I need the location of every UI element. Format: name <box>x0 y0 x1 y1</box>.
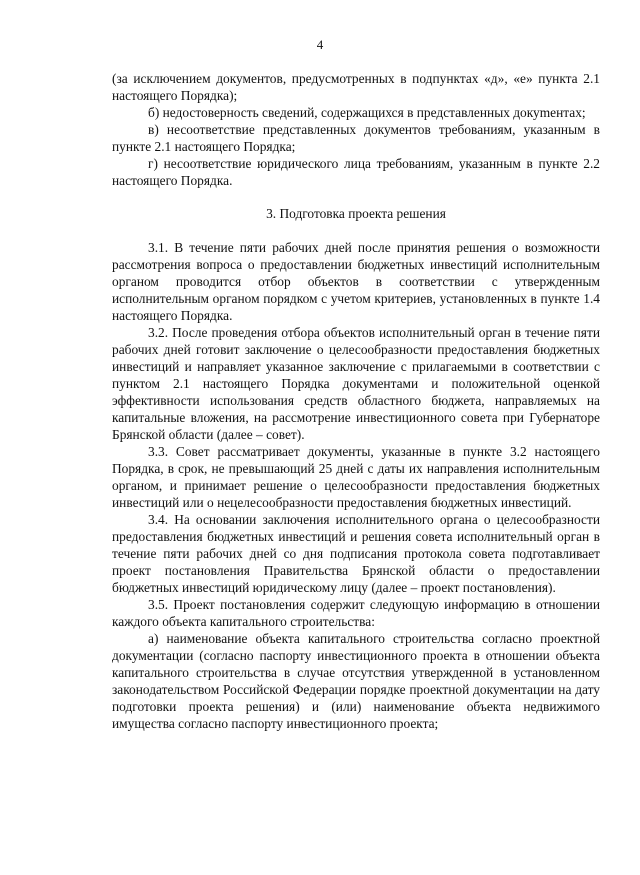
paragraph-item-b: б) недостоверность сведений, содержащихся в представленных докуmентах; <box>148 105 586 120</box>
paragraph-3-3: 3.3. Совет рассматривает документы, указанные в пункте 3.2 настоящего Порядка, в срок, не превышающий 25 дней с даты их направления исполнительным органом, и принимает решение о целесообразности предоставления бюджетных инвестиций или о нецелесообразности предоставления бюджетных инвестиций. <box>112 444 600 510</box>
paragraph-3-5-a: а) наименование объекта капитального строительства согласно проектной документации (согласно паспорту инвестиционного проекта в отношении объекта капитального строительства в случае отсутствия утвержденной в установленном законодательством Российской Федерации порядке проектной документации на дату подготовки проекта решения) и (или) наименование объекта недвижимого имущества согласно паспорту инвестиционного проекта; <box>112 631 600 731</box>
paragraph-item-g: г) несоответствие юридического лица требованиям, указанным в пункте 2.2 настоящего Порядка. <box>112 156 600 188</box>
section-heading: 3. Подготовка проекта решения <box>266 206 446 221</box>
paragraph-3-4: 3.4. На основании заключения исполнительного органа о целесообразности предоставления бюджетных инвестиций и решения совета исполнительный орган в течение пяти рабочих дней со дня подписания протокола совета подготавливает проект постановления Правительства Брянской области о предоставлении бюджетных инвестиций юридическому лицу (далее – проект постановления). <box>112 512 600 595</box>
page-number: 4 <box>316 37 324 52</box>
paragraph-3-1: 3.1. В течение пяти рабочих дней после принятия решения о возможности рассмотрения вопроса о предоставлении бюджетных инвестиций исполнительным органом проводится отбор объектов в соответствии с утвержденным исполнительным органом порядком с учетом критериев, установленных в пункте 1.4 настоящего Порядка. <box>112 240 600 323</box>
document-body <box>112 70 600 732</box>
paragraph-3-2: 3.2. После проведения отбора объектов исполнительный орган в течение пяти рабочих дней готовит заключение о целесообразности предоставления бюджетных инвестиций и направляет указанное заключение с прилагаемыми в соответствии с пунктом 2.1 настоящего Порядка документами и положительной оценкой эффективности использования средств областного бюджета, направляемых на капитальные вложения, на рассмотрение инвестиционного совета при Губернаторе Брянской области (далее – совет). <box>112 325 600 442</box>
paragraph-continuation: (за исключением документов, предусмотренных в подпунктах «д», «е» пункта 2.1 настоящего Порядка); <box>112 71 600 103</box>
paragraph-3-5: 3.5. Проект постановления содержит следующую информацию в отношении каждого объекта капитального строительства: <box>112 597 600 629</box>
paragraph-item-v: в) несоответствие представленных документов требованиям, указанным в пункте 2.1 настоящего Порядка; <box>112 122 600 154</box>
